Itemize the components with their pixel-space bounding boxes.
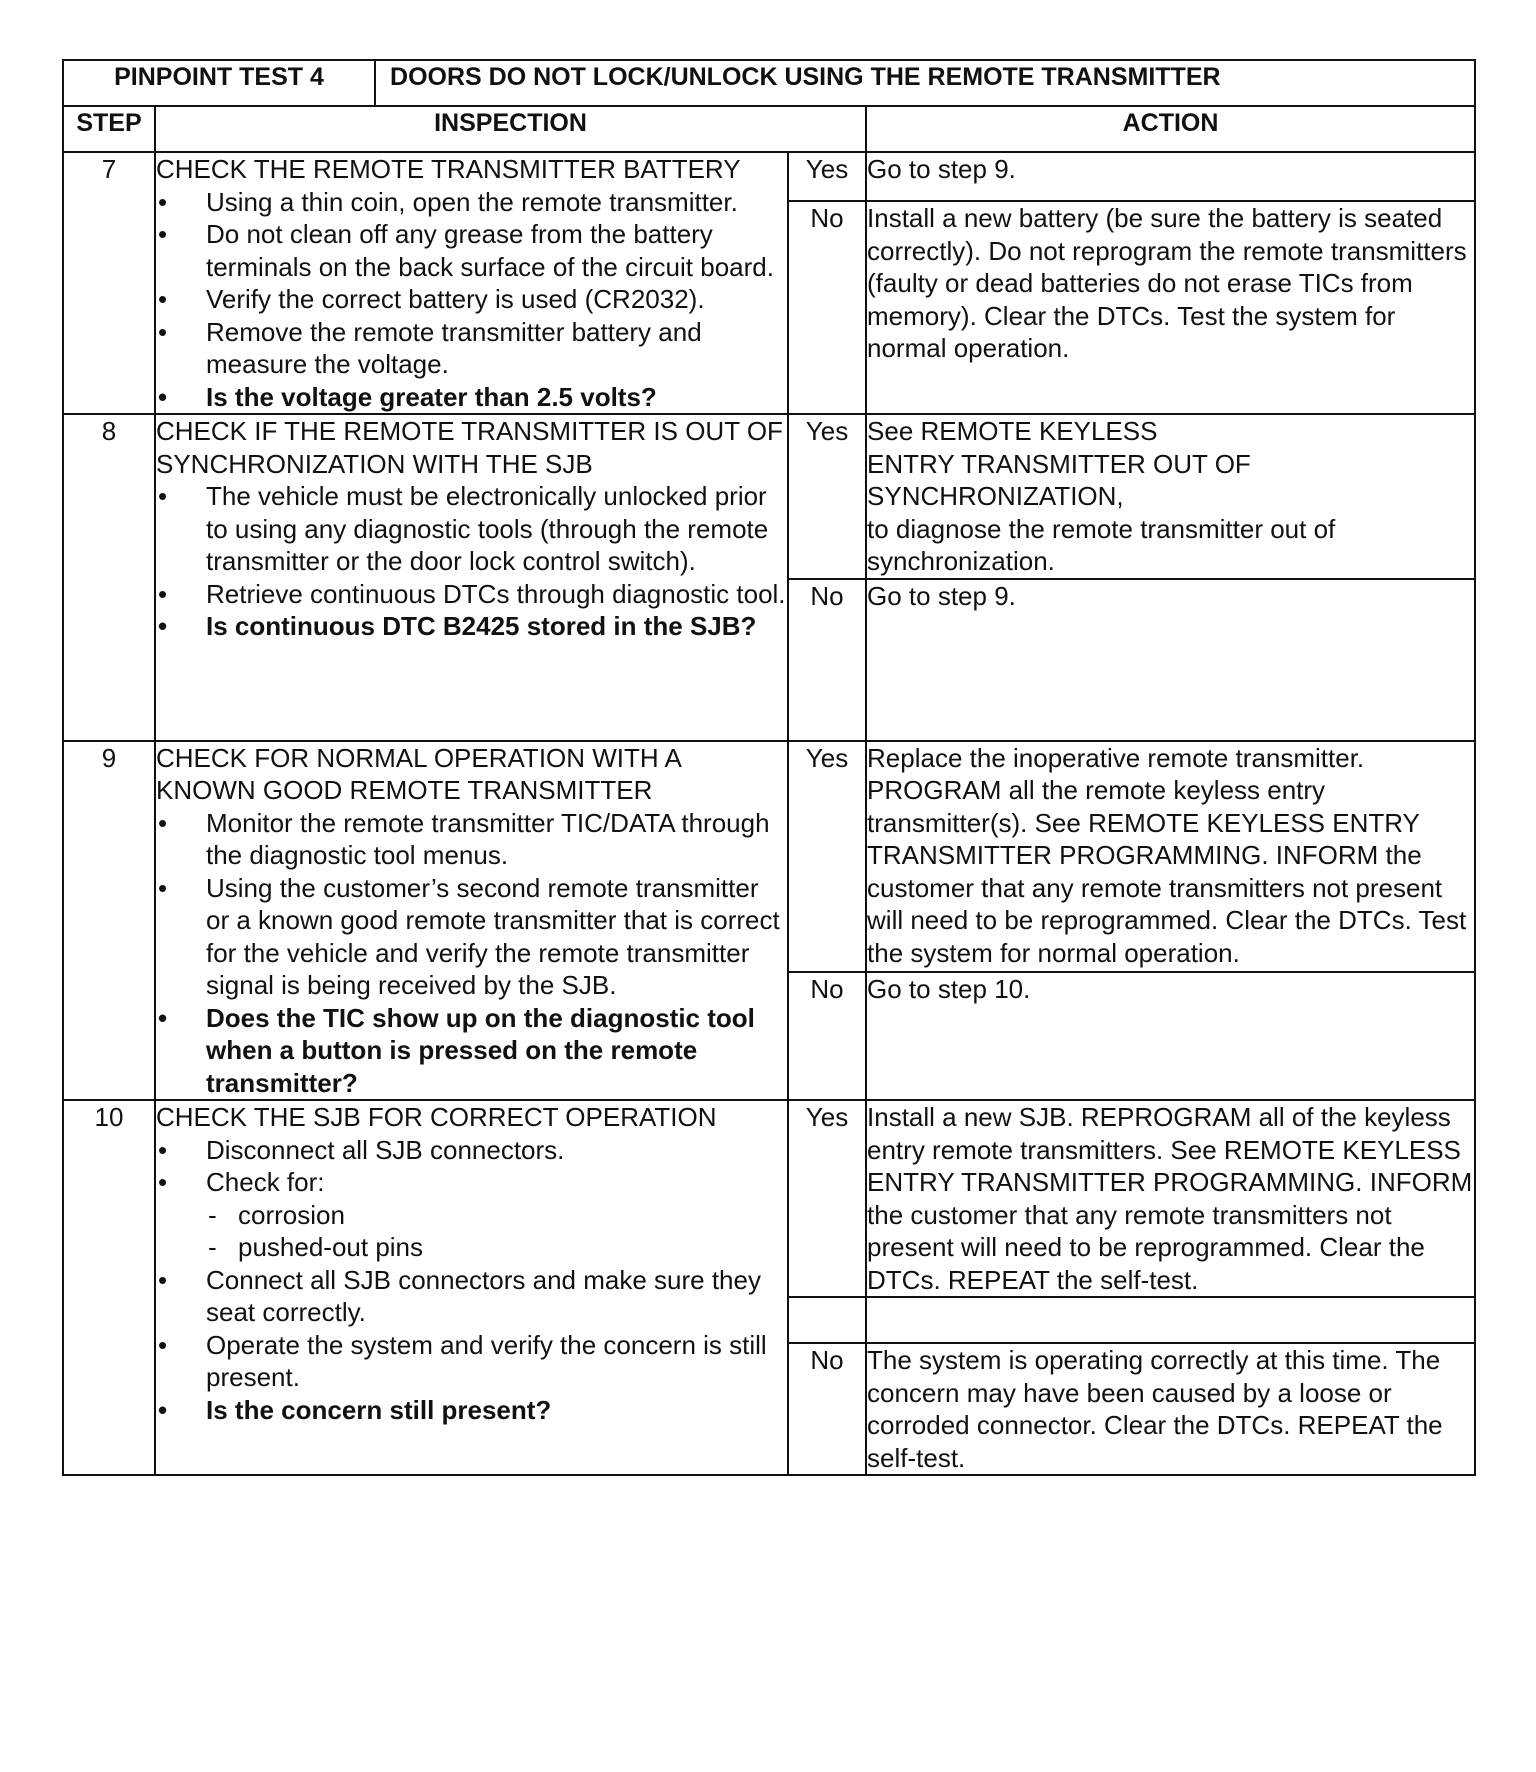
step-question: • Is the concern still present?: [156, 1394, 787, 1427]
list-item: • Do not clean off any grease from the battery terminals on the back surface of the circuit board.: [156, 218, 787, 283]
no-label: No: [788, 972, 866, 1100]
yes-label: Yes: [788, 741, 866, 973]
column-header-step: STEP: [63, 106, 155, 152]
step-number: 10: [63, 1100, 155, 1475]
test-title: DOORS DO NOT LOCK/UNLOCK USING THE REMOTE TRANSMITTER: [375, 60, 1475, 106]
inspection-bullets: [156, 480, 787, 643]
action-line: to diagnose the remote transmitter out of synchronization.: [867, 513, 1336, 576]
list-item: • Operate the system and verify the concern is still present.: [156, 1329, 787, 1394]
no-action: Install a new battery (be sure the battery is seated correctly). Do not reprogram the remote transmitters (faulty or dead batteries do not erase TICs from memory). Clear the DTCs. Test the system for normal operation.: [866, 201, 1475, 414]
step-question: • Does the TIC show up on the diagnostic tool when a button is pressed on the remote transmitter?: [156, 1002, 787, 1100]
list-item: - pushed-out pins: [206, 1231, 787, 1264]
yes-action: Go to step 9.: [866, 152, 1475, 201]
no-label: No: [788, 201, 866, 414]
step-title: CHECK IF THE REMOTE TRANSMITTER IS OUT OF SYNCHRONIZATION WITH THE SJB: [156, 416, 783, 479]
step-10-yes-row: [63, 1100, 1475, 1297]
step-question: • Is continuous DTC B2425 stored in the SJB?: [156, 610, 787, 643]
step-inspection: [155, 741, 788, 1101]
no-action: Go to step 10.: [866, 972, 1475, 1100]
step-inspection: [155, 152, 788, 414]
step-7-yes-row: [63, 152, 1475, 201]
yes-label: Yes: [788, 152, 866, 201]
list-item: [156, 1166, 787, 1264]
column-header-row: [63, 106, 1475, 152]
list-item: • Connect all SJB connectors and make sure they seat correctly.: [156, 1264, 787, 1329]
inspection-bullets: [156, 186, 787, 414]
no-label: No: [788, 1343, 866, 1475]
list-item: • Remove the remote transmitter battery and measure the voltage.: [156, 316, 787, 381]
action-line: See REMOTE KEYLESS: [867, 416, 1158, 446]
pinpoint-test-table: [62, 59, 1476, 1476]
no-label: No: [788, 579, 866, 741]
inspection-bullets: [156, 1134, 787, 1427]
step-title: CHECK THE SJB FOR CORRECT OPERATION: [156, 1102, 717, 1132]
inspection-bullets: [156, 807, 787, 1100]
empty-cell: [866, 1297, 1475, 1343]
no-action: Go to step 9.: [866, 579, 1475, 741]
step-inspection: [155, 414, 788, 741]
list-item: - corrosion: [206, 1199, 787, 1232]
step-number: 9: [63, 741, 155, 1101]
empty-cell: [788, 1297, 866, 1343]
list-item: • Using a thin coin, open the remote transmitter.: [156, 186, 787, 219]
action-line: ENTRY TRANSMITTER OUT OF: [867, 448, 1251, 479]
yes-action: [866, 414, 1475, 579]
test-label: PINPOINT TEST 4: [63, 60, 375, 106]
yes-label: Yes: [788, 1100, 866, 1297]
column-header-inspection: INSPECTION: [155, 106, 866, 152]
step-number: 7: [63, 152, 155, 414]
list-item: • The vehicle must be electronically unlocked prior to using any diagnostic tools (through the remote transmitter or the door lock control switch).: [156, 480, 787, 578]
step-number: 8: [63, 414, 155, 741]
action-line: SYNCHRONIZATION,: [867, 481, 1124, 511]
list-item: • Retrieve continuous DTCs through diagnostic tool.: [156, 578, 787, 611]
list-item: • Verify the correct battery is used (CR2032).: [156, 283, 787, 316]
no-action: The system is operating correctly at this time. The concern may have been caused by a loose or corroded connector. Clear the DTCs. REPEAT the self-test.: [866, 1343, 1475, 1475]
list-item: • Monitor the remote transmitter TIC/DATA through the diagnostic tool menus.: [156, 807, 787, 872]
step-title: CHECK THE REMOTE TRANSMITTER BATTERY: [156, 154, 741, 184]
yes-label: Yes: [788, 414, 866, 579]
yes-action: Replace the inoperative remote transmitter. PROGRAM all the remote keyless entry transmitter(s). See REMOTE KEYLESS ENTRY TRANSMITTER PROGRAMMING. INFORM the customer that any remote transmitters not present will need to be reprogrammed. Clear the DTCs. Test the system for normal operation.: [866, 741, 1475, 973]
yes-action: Install a new SJB. REPROGRAM all of the keyless entry remote transmitters. See REMOTE KEYLESS ENTRY TRANSMITTER PROGRAMMING. INFORM the customer that any remote transmitters not present will need to be reprogrammed. Clear the DTCs. REPEAT the self-test.: [866, 1100, 1475, 1297]
step-8-yes-row: [63, 414, 1475, 579]
step-title: CHECK FOR NORMAL OPERATION WITH A KNOWN GOOD REMOTE TRANSMITTER: [156, 742, 681, 805]
check-items: [206, 1199, 787, 1264]
list-item: • Disconnect all SJB connectors.: [156, 1134, 787, 1167]
check-for-label: Check for:: [206, 1167, 325, 1197]
test-header-row: [63, 60, 1475, 106]
step-9-yes-row: [63, 741, 1475, 973]
column-header-action: ACTION: [866, 106, 1475, 152]
list-item: • Using the customer’s second remote transmitter or a known good remote transmitter that is correct for the vehicle and verify the remote transmitter signal is being received by the SJB.: [156, 872, 787, 1002]
step-inspection: [155, 1100, 788, 1475]
step-question: • Is the voltage greater than 2.5 volts?: [156, 381, 787, 414]
